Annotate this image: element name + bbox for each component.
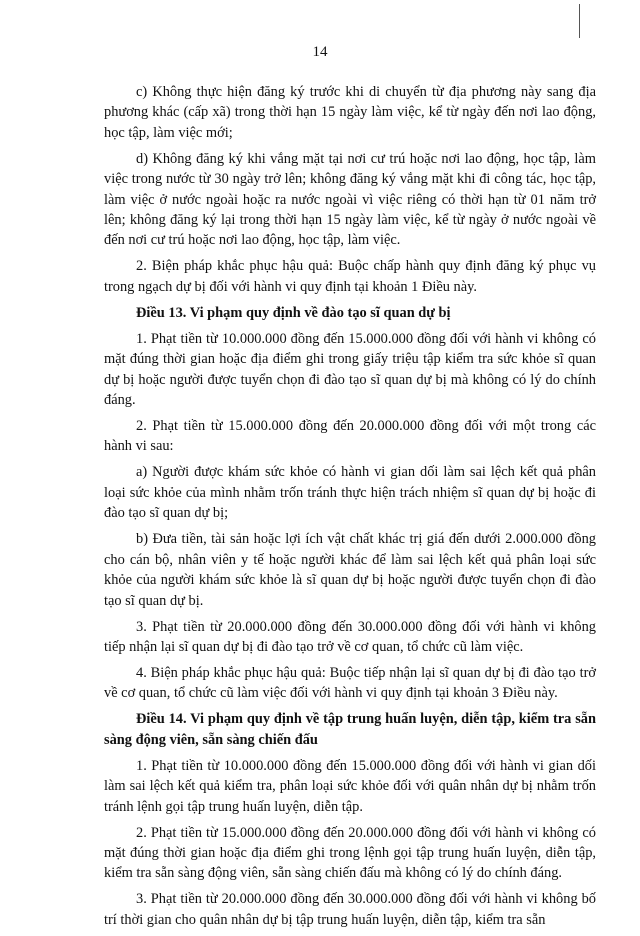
article-13-heading: Điều 13. Vi phạm quy định về đào tạo sĩ quan dự bị [136, 304, 451, 321]
paragraph-remedy-article-12: 2. Biện pháp khắc phục hậu quả: Buộc chấp hành quy định đăng ký phục vụ trong ngạch dự bị đối với hành vi quy định tại khoản 1 Điều này. [104, 258, 596, 295]
paragraph-article-14-clause-1: 1. Phạt tiền từ 10.000.000 đồng đến 15.000.000 đồng đối với hành vi gian dối làm sai lệch kết quả kiểm tra, phân loại sức khỏe đối với quân nhân dự bị nhằm trốn tránh lệnh gọi tập trung huấn luyện, diễn tập. [104, 757, 596, 815]
paragraph-article-13-clause-2: 2. Phạt tiền từ 15.000.000 đồng đến 20.000.000 đồng đối với một trong các hành vi sau: [104, 418, 596, 455]
page-number: 14 [312, 44, 328, 60]
paragraph-article-14-clause-3: 3. Phạt tiền từ 20.000.000 đồng đến 30.000.000 đồng đối với hành vi không bố trí thời gian cho quân nhân dự bị tập trung huấn luyện, diễn tập, kiểm tra sẵn [104, 891, 596, 928]
paragraph-article-13-clause-4: 4. Biện pháp khắc phục hậu quả: Buộc tiếp nhận lại sĩ quan dự bị đi đào tạo trở về cơ quan, tổ chức cũ làm việc đối với hành vi quy định tại khoản 3 Điều này. [104, 664, 596, 702]
document-body [104, 82, 596, 936]
margin-line [579, 4, 580, 38]
paragraph-article-13-clause-1: 1. Phạt tiền từ 10.000.000 đồng đến 15.000.000 đồng đối với hành vi không có mặt đúng thời gian hoặc địa điểm ghi trong giấy triệu tập kiểm tra sức khỏe sĩ quan dự bị hoặc người được tuyển chọn đi đào tạo sĩ quan dự bị mà không có lý do chính đáng. [104, 330, 596, 409]
paragraph-article-13-item-b: b) Đưa tiền, tài sản hoặc lợi ích vật chất khác trị giá đến dưới 2.000.000 đồng cho cán bộ, nhân viên y tế hoặc người khác để làm sai lệch kết quả phân loại sức khỏe của người khám sức khỏe là sĩ quan dự bị hoặc người được tuyển chọn đi đào tạo sĩ quan dự bị. [104, 531, 596, 609]
paragraph-item-d: d) Không đăng ký khi vắng mặt tại nơi cư trú hoặc nơi lao động, học tập, làm việc trong nước từ 30 ngày trở lên; không đăng ký vắng mặt khi đi công tác, học tập, làm việc ở nước ngoài hoặc ra nước ngoài vì việc riêng có thời hạn từ 01 năm trở lên; không đăng ký lại trong thời hạn 15 ngày làm việc, kể từ ngày ở nước ngoài về đến nơi cư trú hoặc nơi lao động, học tập, làm việc. [104, 150, 596, 249]
paragraph-item-c: c) Không thực hiện đăng ký trước khi di chuyển từ địa phương này sang địa phương khác (cấp xã) trong thời hạn 15 ngày làm việc, kể từ ngày đến nơi lao động, học tập, làm việc mới; [104, 84, 596, 141]
paragraph-article-14-clause-2: 2. Phạt tiền từ 15.000.000 đồng đến 20.000.000 đồng đối với hành vi không có mặt đúng thời gian hoặc địa điểm ghi trong lệnh gọi tập trung huấn luyện, diễn tập, kiểm tra sẵn sàng động viên, sẵn sàng chiến đấu mà không có lý do chính đáng. [104, 824, 596, 882]
article-14-heading: Điều 14. Vi phạm quy định về tập trung huấn luyện, diễn tập, kiểm tra sẵn sàng động viên, sẵn sàng chiến đấu [104, 711, 596, 748]
paragraph-article-13-clause-3: 3. Phạt tiền từ 20.000.000 đồng đến 30.000.000 đồng đối với hành vi không tiếp nhận lại sĩ quan dự bị đi đào tạo trở về cơ quan, tổ chức cũ làm việc. [104, 618, 596, 655]
paragraph-article-13-item-a: a) Người được khám sức khỏe có hành vi gian dối làm sai lệch kết quả phân loại sức khỏe của mình nhằm trốn tránh thực hiện trách nhiệm sĩ quan dự bị hoặc đi đào tạo sĩ quan dự bị; [104, 464, 596, 522]
